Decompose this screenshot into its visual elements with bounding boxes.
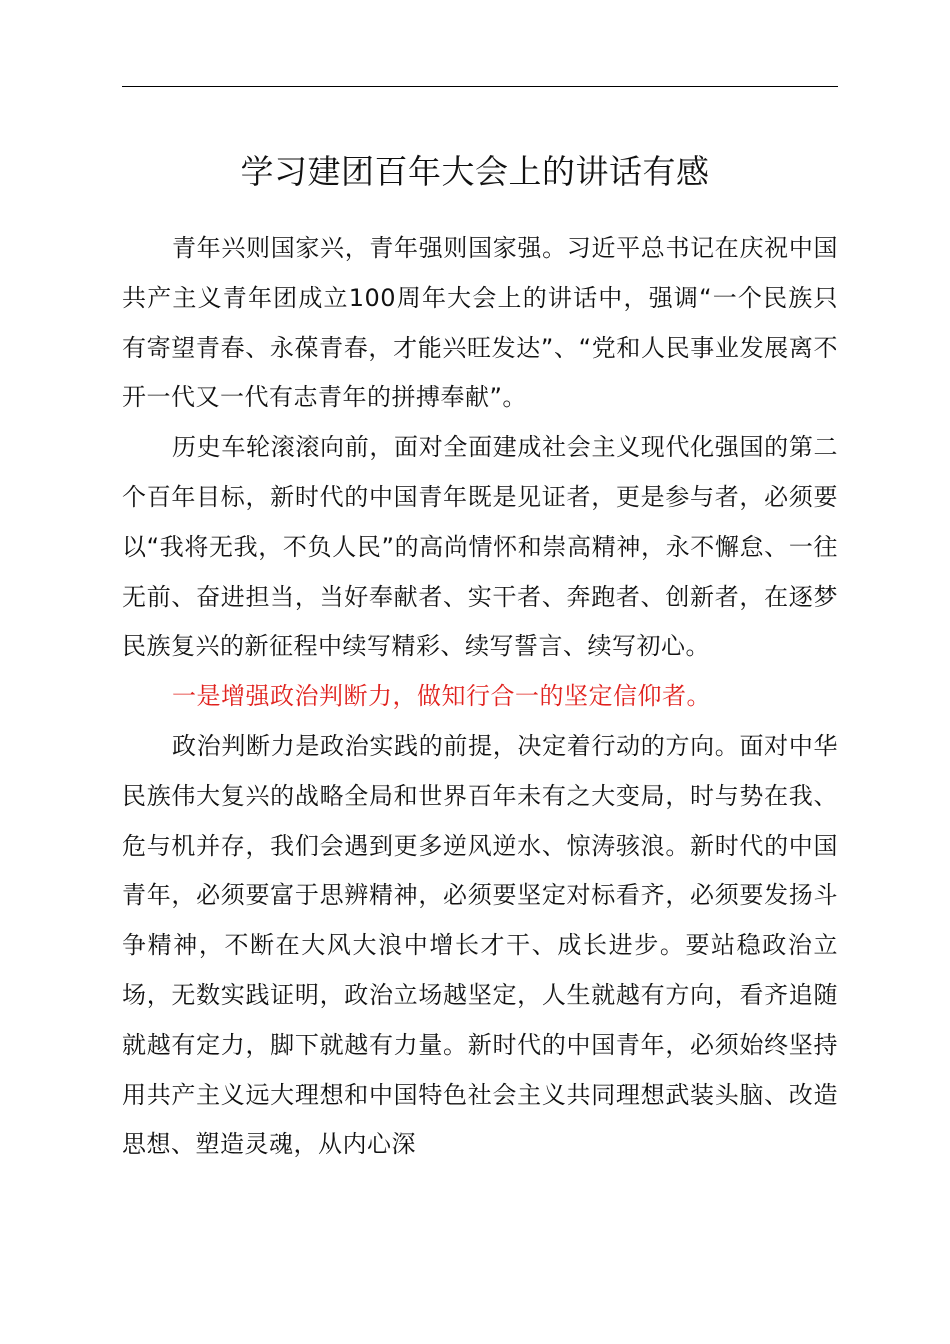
paragraph-history: 历史车轮滚滚向前，面对全面建成社会主义现代化强国的第二个百年目标，新时代的中国青年既是见证者，更是参与者，必须要以“我将无我，不负人民”的高尚情怀和崇高精神，永不懈怠、一往无前、奋进担当，当好奉献者、实干者、奔跑者、创新者，在逐梦民族复兴的新征程中续写精彩、续写誓言、续写初心。 (122, 433, 838, 661)
paragraph-intro: 青年兴则国家兴，青年强则国家强。习近平总书记在庆祝中国共产主义青年团成立100周年大会上的讲话中，强调“一个民族只有寄望青春、永葆青春，才能兴旺发达”、“党和人民事业发展离不开一代又一代有志青年的拼搏奉献”。 (122, 234, 838, 412)
section-heading-political-judgment: 一是增强政治判断力，做知行合一的坚定信仰者。 (172, 682, 711, 711)
document-body (122, 224, 838, 1170)
header-rule (122, 86, 838, 87)
paragraph-political-judgment: 政治判断力是政治实践的前提，决定着行动的方向。面对中华民族伟大复兴的战略全局和世界百年未有之大变局，时与势在我、危与机并存，我们会遇到更多逆风逆水、惊涛骇浪。新时代的中国青年，必须要富于思辨精神，必须要坚定对标看齐，必须要发扬斗争精神，不断在大风大浪中增长才干、成长进步。要站稳政治立场，无数实践证明，政治立场越坚定，人生就越有方向，看齐追随就越有定力，脚下就越有力量。新时代的中国青年，必须始终坚持用共产主义远大理想和中国特色社会主义共同理想武装头脑、改造思想、塑造灵魂，从内心深 (122, 731, 838, 1159)
document-title: 学习建团百年大会上的讲话有感 (240, 152, 710, 191)
